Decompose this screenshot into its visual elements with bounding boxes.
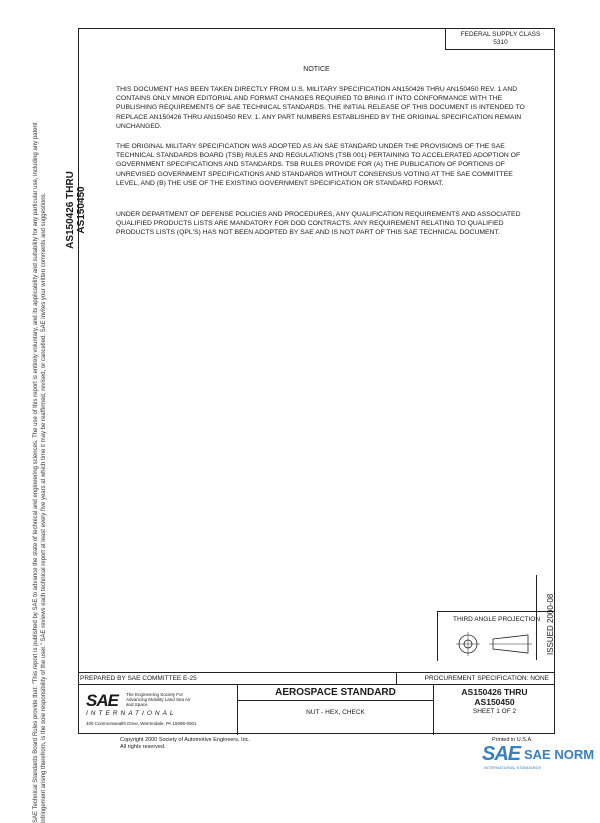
copyright-line1: Copyright 2000 Society of Automotive Engineers, Inc.	[120, 737, 250, 743]
standard-cell	[238, 685, 434, 735]
doc-number-line1: AS150426 THRU	[461, 687, 528, 697]
issued-date: ISSUED 2000-08	[546, 593, 555, 655]
logo-tagline: The Engineering Society For Advancing Mobility Land Sea Air and Space	[126, 692, 191, 707]
notice-title: NOTICE	[303, 66, 330, 73]
third-angle-projection-icon	[453, 630, 543, 658]
standard-type: AEROSPACE STANDARD	[238, 687, 433, 701]
notice-paragraph-1: THIS DOCUMENT HAS BEEN TAKEN DIRECTLY FROM U.S. MILITARY SPECIFICATION AN150426 THRU AN150450 REV. 1 AND CONTAINS ONLY MINOR EDITORIAL AND FORMAT CHANGES REQUIRED TO BRING IT INTO CONFORMANCE WITH THE PUBLISHING REQUIREMENTS OF SAE TECHNICAL STANDARDS. THE INITIAL RELEASE OF THIS DOCUMENT IS INTENDED TO REPLACE AN150426 THRU AN150450 REV. 1. ANY PART NUMBERS ESTABLISHED BY THE ORIGINAL SPECIFICATION REMAIN UNCHANGED.	[116, 86, 525, 130]
row-divider	[396, 672, 397, 684]
sae-logo: SAE	[86, 691, 118, 710]
watermark-sub: INTERNATIONAL STANDARDS	[484, 765, 542, 770]
procurement-spec: PROCUREMENT SPECIFICATION: NONE	[424, 675, 549, 682]
sheet-number: SHEET 1 OF 2	[472, 708, 517, 715]
side-legal-note: SAE Technical Standards Board Rules provide that: "This report is published by SAE to advance the state of technical and engineering sciences. The use of this report is entirely voluntary, and its applicability and suitability for any particular use, including any patent infringement arising therefrom, is the sole responsibility of the user." SAE reviews each technical report at least every five years at which time it may be reaffirmed, revised, or cancelled. SAE invites your written comments and suggestions.	[33, 122, 47, 823]
printed-in: Printed in U.S.A.	[492, 737, 533, 743]
prepared-by: PREPARED BY SAE COMMITTEE E-25	[80, 675, 197, 682]
side-title-line1: AS150426 THRU	[65, 171, 76, 249]
federal-supply-class-box	[445, 28, 555, 50]
standard-subject: NUT - HEX, CHECK	[306, 709, 365, 716]
logo-address: 400 Commonwealth Drive, Warrendale, PA 15096-0001	[86, 721, 197, 726]
logo-cell	[78, 685, 238, 735]
fsc-value: 5310	[493, 39, 508, 46]
copyright-line2: All rights reserved.	[120, 744, 166, 750]
projection-box	[437, 611, 555, 661]
sae-norm-watermark	[482, 743, 597, 773]
copyright	[120, 737, 250, 751]
notice-paragraph-3: UNDER DEPARTMENT OF DEFENSE POLICIES AND PROCEDURES, ANY QUALIFICATION REQUIREMENTS AND ASSOCIATED QUALIFIED PRODUCTS LISTS ARE MANDATORY FOR DOD CONTRACTS. ANY REQUIREMENT RELATING TO QUALIFIED PRODUCTS LISTS (QPL'S) HAS NOT BEEN ADOPTED BY SAE AND IS NOT PART OF THIS SAE TECHNICAL DOCUMENT.	[116, 211, 521, 237]
title-block	[78, 684, 555, 734]
fsc-label: FEDERAL SUPPLY CLASS	[460, 31, 541, 38]
watermark-name: SAE NORM	[524, 747, 595, 762]
side-title-line2: AS150450	[76, 186, 87, 234]
watermark-logo-icon: SAE	[482, 743, 521, 765]
projection-label: THIRD ANGLE PROJECTION	[452, 616, 541, 623]
committee-row	[78, 672, 555, 684]
side-document-title	[65, 140, 105, 280]
doc-number-line2: AS150450	[474, 697, 515, 707]
notice-paragraph-2: THE ORIGINAL MILITARY SPECIFICATION WAS ADOPTED AS AN SAE STANDARD UNDER THE PROVISIONS OF THE SAE TECHNICAL STANDARDS BOARD (TSB) RULES AND REGULATIONS (TSB 001) PERTAINING TO ACCELERATED ADOPTION OF GOVERNMENT SPECIFICATIONS AND STANDARDS. TSB RULES PROVIDE FOR (A) THE PUBLICATION OF PORTIONS OF UNREVISED GOVERNMENT SPECIFICATIONS AND STANDARDS WITHOUT CONSENSUS VOTING AT THE SAE COMMITTEE LEVEL, AND (B) THE USE OF THE EXISTING GOVERNMENT SPECIFICATION OR STANDARD FORMAT.	[116, 143, 521, 187]
document-number-cell	[434, 685, 555, 735]
logo-international: INTERNATIONAL	[86, 710, 177, 717]
